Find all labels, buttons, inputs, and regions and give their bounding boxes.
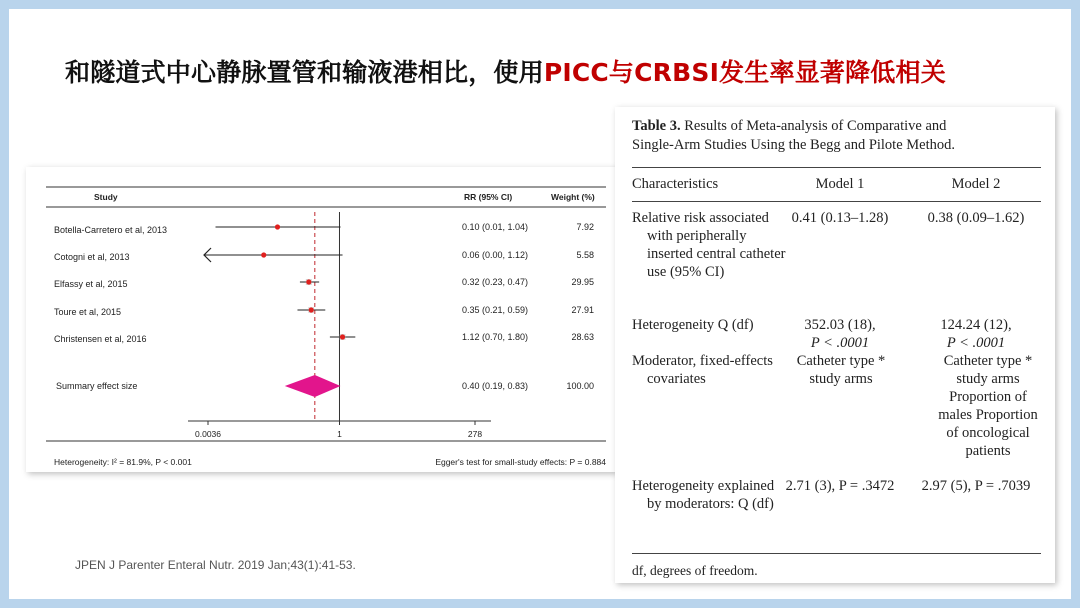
table-footnote: df, degrees of freedom. xyxy=(632,563,758,578)
slide-title xyxy=(65,53,946,89)
study-weight: 29.95 xyxy=(571,277,594,287)
table-caption xyxy=(632,117,1042,155)
table-top-rule xyxy=(632,167,1041,168)
title-main: 和隧道式中心静脉置管和输液港相比，使用 xyxy=(65,58,544,87)
table-caption-line2: Single-Arm Studies Using the Begg and Pilote Method. xyxy=(632,137,956,153)
summary-weight: 100.00 xyxy=(566,381,594,391)
study-rr: 0.10 (0.01, 1.04) xyxy=(462,222,529,232)
axis-ticks xyxy=(195,421,482,439)
row-model-2 xyxy=(911,316,1041,352)
study-name: Toure et al, 2015 xyxy=(54,307,122,317)
table-bottom-rule xyxy=(632,553,1041,554)
study-rr: 0.35 (0.21, 0.59) xyxy=(462,305,529,315)
header-rr: RR (95% CI) xyxy=(464,192,513,202)
row-label: Heterogeneity explained by moderators: Q (df) xyxy=(632,478,775,512)
row-label: Heterogeneity Q (df) xyxy=(632,317,754,333)
egger-test-text: Egger's test for small-study effects: P = 0.884 xyxy=(435,457,606,467)
summary-name: Summary effect size xyxy=(56,381,138,391)
header-model-1: Model 1 xyxy=(815,176,865,192)
study-name: Botella-Carretero et al, 2013 xyxy=(54,225,168,235)
row-label: Moderator, fixed-effects covariates xyxy=(632,353,773,387)
point-estimate xyxy=(340,334,345,339)
study-rr: 0.06 (0.00, 1.12) xyxy=(462,250,529,260)
point-estimate xyxy=(275,224,280,229)
row-model-1-line2: P < .0001 xyxy=(810,335,870,351)
row-model-1-line1: 352.03 (18), xyxy=(804,317,876,333)
study-weight: 27.91 xyxy=(571,305,594,315)
point-estimate xyxy=(309,307,314,312)
study-weight: 28.63 xyxy=(571,332,594,342)
axis-tick-label: 1 xyxy=(337,429,342,439)
row-model-1: 0.41 (0.13–1.28) xyxy=(791,210,889,226)
slide xyxy=(9,9,1071,599)
row-model-2: 2.97 (5), P = .7039 xyxy=(921,478,1031,494)
table-caption-line1: Results of Meta-analysis of Comparative and xyxy=(684,118,947,134)
study-name: Christensen et al, 2016 xyxy=(54,334,147,344)
study-name: Elfassy et al, 2015 xyxy=(54,279,128,289)
axis-tick-label: 278 xyxy=(467,429,483,439)
point-estimate xyxy=(306,279,311,284)
plot-marks xyxy=(204,212,355,421)
header-study: Study xyxy=(94,192,118,202)
study-rows xyxy=(54,222,594,391)
study-weight: 5.58 xyxy=(576,250,594,260)
row-model-1: 2.71 (3), P = .3472 xyxy=(785,478,895,494)
heterogeneity-text: Heterogeneity: I² = 81.9%, P < 0.001 xyxy=(54,457,192,467)
axis-tick-label: 0.0036 xyxy=(195,429,221,439)
table-panel xyxy=(615,107,1055,583)
table-caption-label: Table 3. xyxy=(632,118,681,134)
study-name: Cotogni et al, 2013 xyxy=(54,252,130,262)
summary-diamond xyxy=(285,375,341,397)
forest-plot xyxy=(26,167,616,472)
study-rr: 1.12 (0.70, 1.80) xyxy=(462,332,529,342)
citation: JPEN J Parenter Enteral Nutr. 2019 Jan;43(1):41-53. xyxy=(75,558,356,572)
row-label: Relative risk associated with peripherally inserted central catheter use (95% CI) xyxy=(632,210,786,280)
study-weight: 7.92 xyxy=(576,222,594,232)
forest-plot-panel xyxy=(26,167,616,472)
row-model-1: Catheter type * study arms xyxy=(796,353,886,387)
header-model-2: Model 2 xyxy=(951,176,1001,192)
row-model-2-line2: P < .0001 xyxy=(946,335,1006,351)
point-estimate xyxy=(261,252,266,257)
header-weight: Weight (%) xyxy=(551,192,595,202)
row-model-2-line1: 124.24 (12), xyxy=(940,317,1012,333)
row-model-2: 0.38 (0.09–1.62) xyxy=(927,210,1025,226)
header-characteristics: Characteristics xyxy=(632,176,719,192)
row-model-2: Catheter type * study arms Proportion of males Proportion of oncological patients xyxy=(938,353,1038,459)
title-highlight: PICC与CRBSI发生率显著降低相关 xyxy=(543,58,946,87)
summary-rr: 0.40 (0.19, 0.83) xyxy=(462,381,529,391)
study-rr: 0.32 (0.23, 0.47) xyxy=(462,277,529,287)
table-header-rule xyxy=(632,201,1041,202)
row-model-1 xyxy=(775,316,905,352)
